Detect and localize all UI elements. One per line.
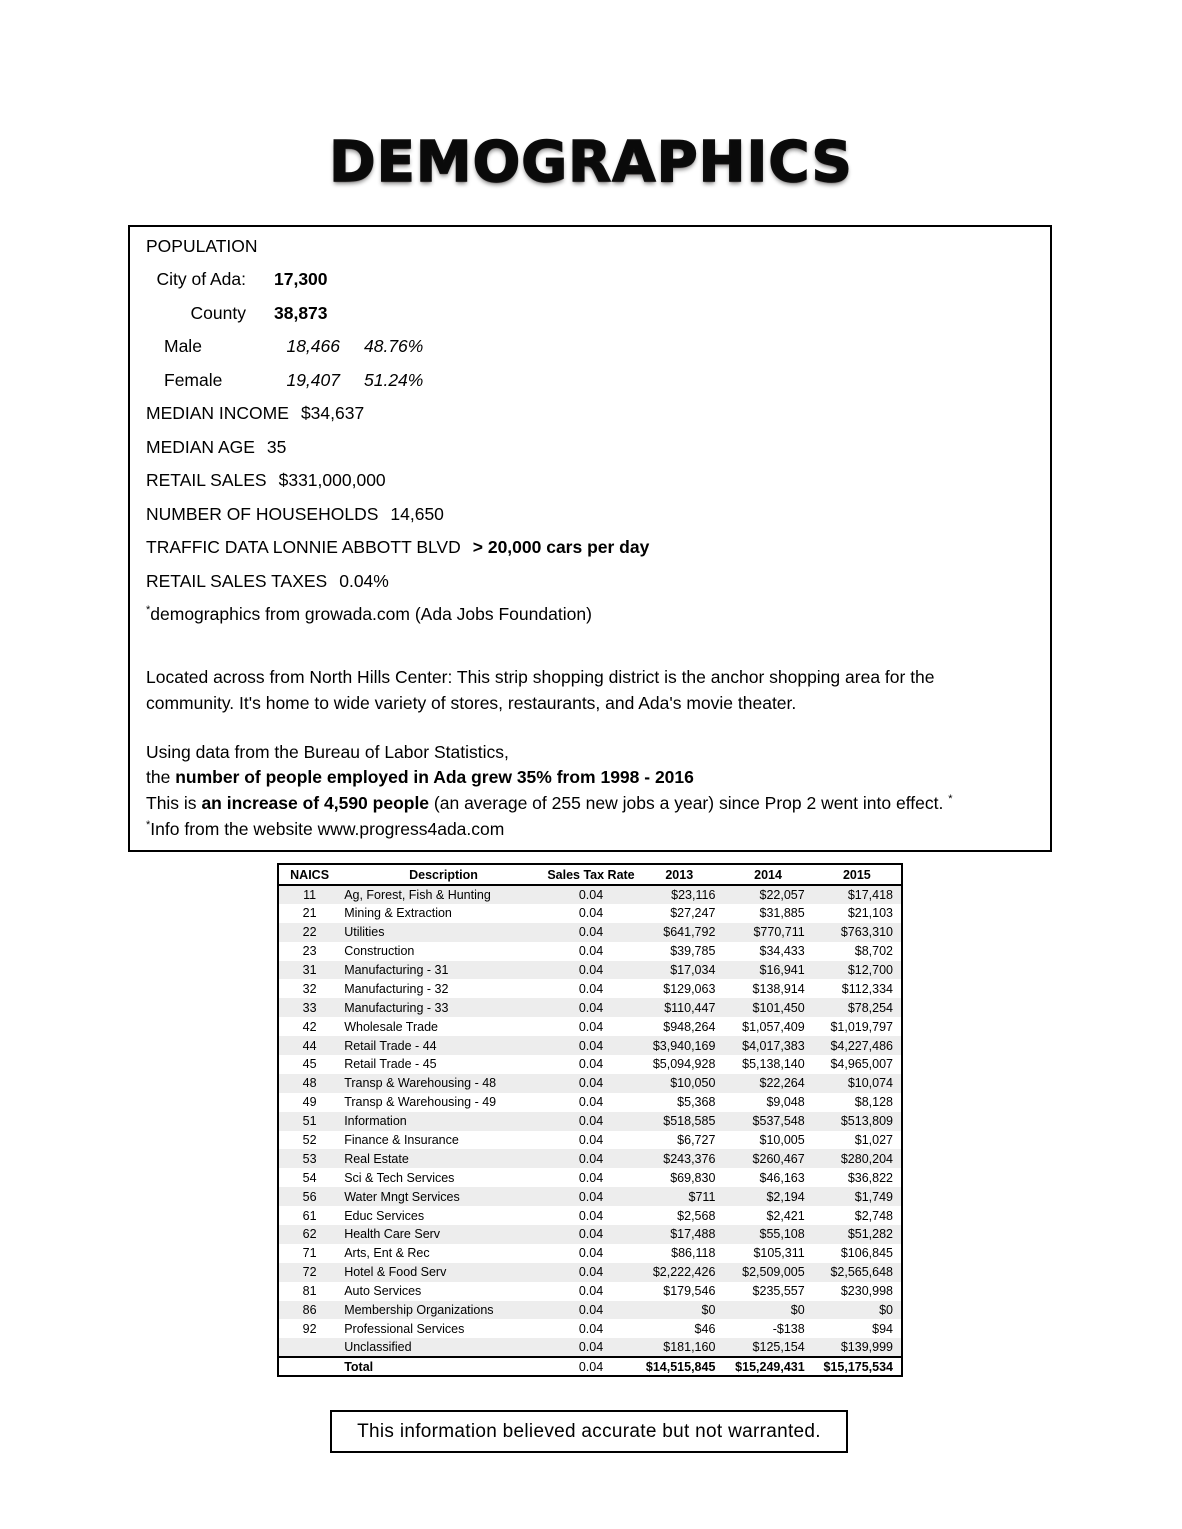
total-2013-cell: $14,515,845 [645,1359,716,1374]
location-paragraph: Located across from North Hills Center: This strip shopping district is the anchor shopping area for the community. It's home to wide variety of stores, restaurants, and Ada's movie theater. [146,666,935,713]
source-note-text: demographics from growada.com (Ada Jobs Foundation) [150,604,592,625]
male-label: Male [164,336,202,357]
table-cell: $112,334 [841,981,893,996]
table-cell: 23 [302,944,317,959]
table-cell: 31 [302,963,317,977]
source-note [146,598,1034,632]
table-cell: Transp & Warehousing - 49 [344,1095,497,1110]
table-row [278,904,902,923]
table-cell: 0.04 [578,1208,604,1223]
table-cell: 0.04 [578,963,604,977]
table-cell: $260,467 [752,1151,805,1166]
table-cell: $513,809 [840,1114,893,1129]
female-percent: 51.24% [364,369,424,390]
table-row [278,1112,902,1131]
table-row [278,1263,902,1282]
table-row [278,1338,902,1357]
table-cell: $39,785 [670,944,716,959]
table-cell: $36,822 [847,1170,893,1185]
population-row-male [146,330,1034,364]
employment-line-3: This is an increase of 4,590 people (an average of 255 new jobs a year) since Prop 2 went into effect. * [146,793,953,814]
table-cell: $2,568 [677,1208,716,1223]
table-row [278,923,902,942]
header-2015: 2015 [813,864,902,885]
table-cell: 53 [302,1151,317,1166]
female-value: 19,407 [286,369,340,390]
table-cell: $0 [879,1303,893,1318]
table-cell: $1,019,797 [830,1019,893,1034]
employment-line-1: Using data from the Bureau of Labor Statistics, [146,741,509,762]
table-cell: 0.04 [578,1133,604,1148]
table-cell: $46 [694,1321,716,1336]
table-cell: 62 [302,1227,317,1242]
stat-traffic [146,531,1034,565]
median-income-label: MEDIAN INCOME [146,403,289,424]
table-cell: $763,310 [840,925,893,940]
total-label-cell: Total [344,1359,374,1374]
stat-median-income [146,397,1034,431]
table-cell: 49 [302,1095,317,1110]
total-2015-cell: $15,175,534 [823,1359,893,1374]
table-cell: $16,941 [759,963,805,977]
table-cell: $537,548 [752,1114,805,1129]
table-cell: $10,005 [759,1133,805,1148]
table-cell: Real Estate [344,1151,409,1166]
table-cell: 11 [303,887,317,902]
table-cell: 0.04 [578,981,604,996]
table-cell: 86 [302,1303,317,1318]
female-label: Female [164,369,223,390]
table-cell: 0.04 [578,1019,604,1034]
traffic-label: TRAFFIC DATA LONNIE ABBOTT BLVD [146,537,461,558]
table-cell: 0.04 [578,1189,604,1204]
table-cell: $9,048 [766,1095,805,1110]
table-cell: $235,557 [752,1284,805,1299]
table-cell: 61 [302,1208,317,1223]
table-cell: $2,421 [766,1208,805,1223]
table-cell: $641,792 [663,925,716,940]
median-income-value: $34,637 [300,403,365,424]
table-cell: Water Mngt Services [344,1189,460,1204]
table-cell: $0 [701,1303,716,1318]
table-cell: $2,222,426 [652,1265,716,1280]
median-age-label: MEDIAN AGE [146,436,255,457]
table-cell: $94 [872,1321,893,1336]
disclaimer-text: This information believed accurate but not warranted. [357,1420,821,1442]
table-cell: $4,227,486 [830,1038,893,1053]
table-cell: $129,063 [663,981,716,996]
table-cell: 33 [302,1000,317,1015]
table-row [278,979,902,998]
table-cell: 42 [302,1019,317,1034]
table-cell: $3,940,169 [652,1038,716,1053]
table-cell: -$138 [772,1321,805,1336]
table-cell: Hotel & Food Serv [344,1265,447,1280]
stat-sales-taxes [146,565,1034,599]
table-cell: $46,163 [759,1170,805,1185]
table-row [278,1131,902,1150]
households-value: 14,650 [390,503,444,524]
stat-median-age [146,431,1034,465]
table-cell: Wholesale Trade [344,1019,438,1034]
table-row [278,1074,902,1093]
table-row [278,1301,902,1320]
table-cell: $125,154 [752,1340,805,1355]
city-value: 17,300 [274,269,328,290]
table-cell: $2,509,005 [742,1265,805,1280]
table-cell: 21 [302,906,317,921]
table-cell: $23,116 [671,887,716,902]
table-cell: 0.04 [578,887,604,902]
header-sales-tax-rate: Sales Tax Rate [547,864,635,885]
table-cell: $21,103 [847,906,893,921]
traffic-value: > 20,000 cars per day [472,537,650,558]
table-cell: $12,700 [847,963,893,977]
table-cell: $78,254 [847,1000,893,1015]
table-cell: Auto Services [344,1284,422,1299]
table-row [278,998,902,1017]
naics-sales-tax-table [277,863,903,1377]
population-row-female [146,364,1034,398]
table-cell: 0.04 [578,1057,604,1072]
table-cell: $34,433 [759,944,805,959]
header-naics: NAICS [278,864,340,885]
stat-retail-sales [146,464,1034,498]
table-cell: 0.04 [578,925,604,940]
table-cell: Ag, Forest, Fish & Hunting [344,887,491,902]
table-row [278,1206,902,1225]
table-cell: 51 [302,1114,317,1129]
total-rate-cell: 0.04 [578,1359,604,1374]
table-cell: $948,264 [663,1019,716,1034]
table-cell: Manufacturing - 33 [344,1000,449,1015]
table-cell: $2,748 [854,1208,893,1223]
male-value: 18,466 [286,336,340,357]
page-title: DEMOGRAPHICS [329,130,853,195]
table-cell: 44 [302,1038,317,1053]
table-cell: 32 [302,981,317,996]
table-cell: 0.04 [578,906,604,921]
table-cell: 56 [302,1189,317,1204]
table-cell: Transp & Warehousing - 48 [344,1076,497,1091]
table-cell: 0.04 [578,1303,604,1318]
employment-paragraph [146,740,1026,843]
table-cell: 22 [302,925,317,940]
stat-households [146,498,1034,532]
table-cell: 0.04 [578,1227,604,1242]
table-total-row [278,1357,902,1376]
table-cell: Sci & Tech Services [344,1170,455,1185]
table-cell: $10,074 [847,1076,893,1091]
table-cell: $17,034 [670,963,716,977]
table-cell: $10,050 [670,1076,716,1091]
table-cell: Retail Trade - 44 [344,1038,437,1053]
table-cell: Professional Services [344,1321,465,1336]
table-cell: 0.04 [578,1284,604,1299]
table-cell: 0.04 [578,1246,604,1261]
table-cell: $8,702 [854,944,893,959]
table-cell: $22,264 [759,1076,805,1091]
table-cell: 48 [302,1076,317,1091]
table-cell: 0.04 [578,1265,604,1280]
table-row [278,1282,902,1301]
table-cell: Manufacturing - 32 [344,981,449,996]
demographics-info-box [128,225,1052,852]
table-cell: 0.04 [578,1170,604,1185]
table-row [278,1187,902,1206]
table-cell: $1,749 [854,1189,893,1204]
table-cell: $5,094,928 [652,1057,716,1072]
sales-taxes-value: 0.04% [339,570,389,591]
table-cell: 71 [302,1246,317,1261]
table-cell: $181,160 [663,1340,716,1355]
retail-sales-value: $331,000,000 [278,470,386,491]
table-cell: $22,057 [759,887,805,902]
population-row-county [146,297,1034,331]
employment-line-2: the number of people employed in Ada grew 35% from 1998 - 2016 [146,767,694,788]
table-cell: $101,450 [752,1000,805,1015]
table-cell: $0 [790,1303,805,1318]
table-row [278,1225,902,1244]
table-cell: $2,565,648 [830,1265,893,1280]
table-cell: 0.04 [578,1000,604,1015]
table-cell: $106,845 [840,1246,893,1261]
table-cell: $243,376 [663,1151,716,1166]
total-2014-cell: $15,249,431 [735,1359,805,1374]
table-cell: 0.04 [578,1321,604,1336]
table-cell: 0.04 [578,944,604,959]
county-label: County [190,302,246,323]
table-cell: $518,585 [663,1114,716,1129]
table-cell: $711 [688,1189,716,1204]
median-age-value: 35 [266,436,287,457]
table-cell: 0.04 [578,1076,604,1091]
table-cell: $27,247 [670,906,716,921]
table-cell: $2,194 [766,1189,805,1204]
table-cell: 54 [302,1170,317,1185]
county-value: 38,873 [274,302,328,323]
table-cell: $5,138,140 [742,1057,805,1072]
table-cell: 0.04 [578,1095,604,1110]
table-cell: Information [344,1114,407,1129]
table-row [278,1017,902,1036]
table-cell: $6,727 [677,1133,716,1148]
table-cell: Health Care Serv [344,1227,441,1242]
table-cell: $4,017,383 [742,1038,805,1053]
table-cell: $139,999 [840,1340,893,1355]
table-cell: $55,108 [759,1227,805,1242]
table-row [278,1055,902,1074]
table-cell: $179,546 [663,1284,716,1299]
header-2014: 2014 [723,864,812,885]
table-cell: $8,128 [854,1095,893,1110]
table-cell: $230,998 [840,1284,893,1299]
table-row [278,942,902,961]
table-cell: Membership Organizations [344,1303,494,1318]
table-cell: Finance & Insurance [344,1133,459,1148]
households-label: NUMBER OF HOUSEHOLDS [146,503,379,524]
table-cell: $69,830 [670,1170,716,1185]
table-cell: $4,965,007 [830,1057,893,1072]
table-cell: 0.04 [578,1151,604,1166]
table-cell: 0.04 [578,1114,604,1129]
table-cell: Mining & Extraction [344,906,452,921]
table-cell: 72 [302,1265,317,1280]
table-row [278,1244,902,1263]
table-cell: $51,282 [847,1227,893,1242]
table-cell: $138,914 [752,981,805,996]
population-row-city [146,263,1034,297]
disclaimer-box [330,1410,848,1453]
table-cell: Utilities [344,925,385,940]
source-note-asterisk: * [146,604,151,617]
naics-table-body [278,885,902,1357]
table-header-row [278,864,902,885]
table-cell: Arts, Ent & Rec [344,1246,430,1261]
table-row [278,1036,902,1055]
table-cell: $17,418 [847,887,893,902]
retail-sales-label: RETAIL SALES [146,470,267,491]
table-cell: 45 [302,1057,317,1072]
table-cell: 92 [302,1321,317,1336]
table-row [278,1319,902,1338]
table-row [278,1093,902,1112]
header-description: Description [340,864,547,885]
table-cell: $17,488 [670,1227,716,1242]
table-row [278,885,902,904]
table-cell: $86,118 [671,1246,716,1261]
total-naics-cell [278,1357,340,1376]
table-cell: $1,057,409 [742,1019,805,1034]
table-cell: $110,447 [664,1000,716,1015]
header-2013: 2013 [635,864,723,885]
table-cell: $31,885 [759,906,805,921]
employment-line-4: *Info from the website www.progress4ada.com [146,818,505,839]
table-cell: $105,311 [753,1246,805,1261]
table-cell: $1,027 [854,1133,893,1148]
table-cell: $280,204 [840,1151,893,1166]
sales-taxes-label: RETAIL SALES TAXES [146,570,328,591]
table-cell: Retail Trade - 45 [344,1057,437,1072]
table-cell: Unclassified [344,1340,412,1355]
table-cell: Construction [344,944,415,959]
table-cell: Manufacturing - 31 [344,963,449,977]
population-heading: POPULATION [146,235,258,256]
table-row [278,1168,902,1187]
table-cell: 0.04 [578,1340,604,1355]
table-cell: 81 [302,1284,317,1299]
table-cell: 0.04 [578,1038,604,1053]
table-cell: $770,711 [753,925,805,940]
table-cell [278,1338,340,1357]
table-row [278,961,902,980]
table-cell: 52 [302,1133,317,1148]
table-row [278,1149,902,1168]
male-percent: 48.76% [364,336,424,357]
table-cell: $5,368 [677,1095,716,1110]
city-label: City of Ada: [156,269,246,290]
table-cell: Educ Services [344,1208,425,1223]
